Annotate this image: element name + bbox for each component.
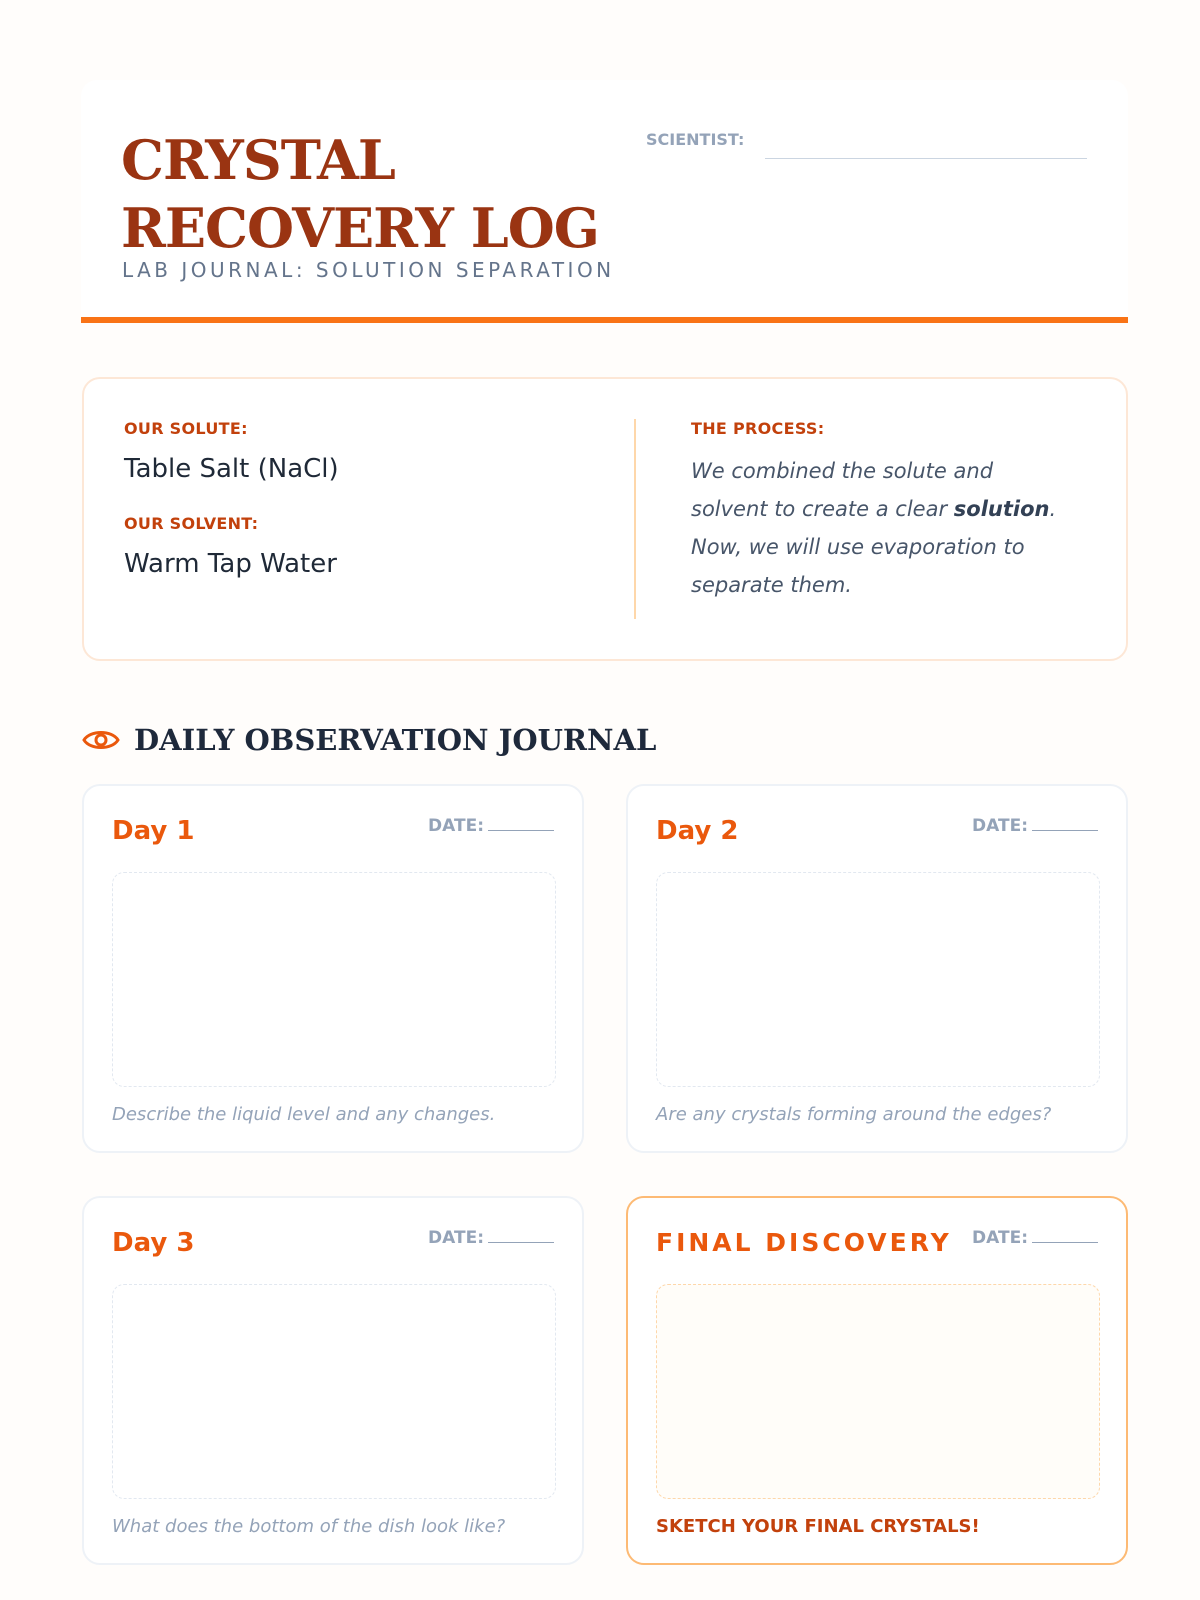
card-prompt: What does the bottom of the dish look like? [112, 1516, 506, 1537]
scientist-label: SCIENTIST: [646, 130, 745, 149]
process-description [691, 452, 1071, 604]
scientist-name-field[interactable] [765, 158, 1087, 159]
card-prompt: Describe the liquid level and any changes. [112, 1104, 496, 1125]
final-discovery-card [626, 1196, 1128, 1565]
header [81, 80, 1128, 323]
card-title: Day 2 [656, 816, 739, 846]
solute-label: OUR SOLUTE: [124, 419, 248, 438]
observation-area[interactable] [112, 1284, 556, 1499]
section-title: DAILY OBSERVATION JOURNAL [134, 723, 657, 757]
observation-card-day-1 [82, 784, 584, 1153]
sketch-area[interactable] [656, 1284, 1100, 1499]
observation-card-day-2 [626, 784, 1128, 1153]
info-divider [634, 419, 636, 619]
card-prompt: Are any crystals forming around the edges? [656, 1104, 1052, 1125]
solute-value: Table Salt (NaCl) [124, 454, 339, 484]
date-label: DATE: [428, 1228, 484, 1248]
card-title: Day 1 [112, 816, 195, 846]
title-line-1: CRYSTAL [121, 128, 395, 192]
observation-card-day-3 [82, 1196, 584, 1565]
experiment-info-card [82, 377, 1128, 661]
date-field[interactable] [972, 816, 1098, 836]
date-field[interactable] [428, 816, 554, 836]
page-title [121, 126, 599, 262]
card-title: FINAL DISCOVERY [656, 1228, 952, 1257]
process-column [691, 419, 1071, 604]
observation-area[interactable] [656, 872, 1100, 1087]
date-label: DATE: [428, 816, 484, 836]
solvent-value: Warm Tap Water [124, 549, 337, 579]
solvent-label: OUR SOLVENT: [124, 514, 259, 533]
date-line [1032, 1242, 1098, 1243]
date-line [1032, 830, 1098, 831]
process-text-after: . Now, we will use evaporation to separate them. [691, 497, 1057, 597]
materials-column [124, 419, 584, 609]
page-subtitle: LAB JOURNAL: SOLUTION SEPARATION [122, 258, 615, 282]
process-label: THE PROCESS: [691, 419, 825, 438]
date-line [488, 1242, 554, 1243]
card-title: Day 3 [112, 1228, 195, 1258]
card-prompt: SKETCH YOUR FINAL CRYSTALS! [656, 1516, 980, 1537]
eye-icon [82, 726, 120, 754]
process-text-bold: solution [953, 497, 1050, 521]
date-line [488, 830, 554, 831]
journal-section-heading [82, 720, 656, 760]
date-label: DATE: [972, 1228, 1028, 1248]
title-line-2: RECOVERY LOG [121, 196, 599, 260]
date-field[interactable] [972, 1228, 1098, 1248]
observation-area[interactable] [112, 872, 556, 1087]
date-label: DATE: [972, 816, 1028, 836]
process-text-before: We combined the solute and solvent to create a clear [691, 459, 994, 521]
date-field[interactable] [428, 1228, 554, 1248]
